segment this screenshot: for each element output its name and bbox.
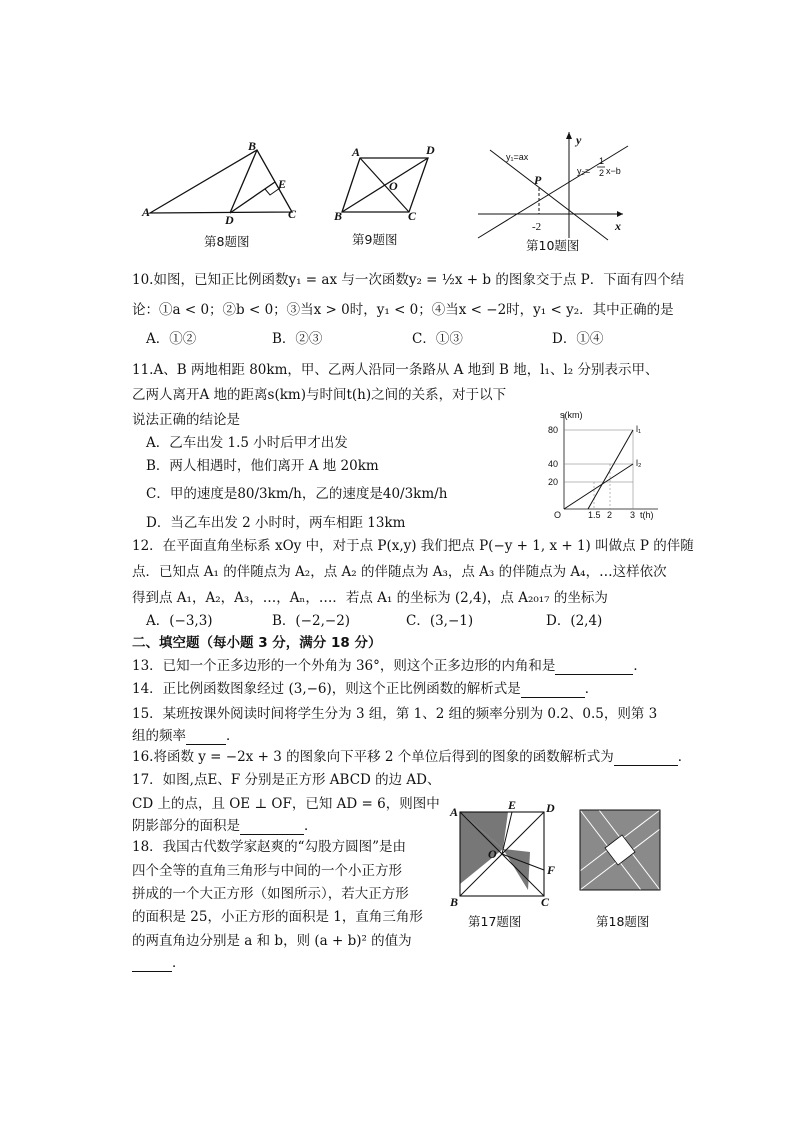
q10-option-d: D．①④ bbox=[552, 331, 604, 347]
q16-answer-blank[interactable] bbox=[614, 751, 678, 766]
section-2-heading: 二、填空题（每小题 3 分，满分 18 分） bbox=[132, 635, 382, 651]
figure-18 bbox=[578, 808, 662, 896]
fig11-tick-80: 80 bbox=[548, 425, 559, 435]
q12-line3: 得到点 A₁，A₂，A₃，…，Aₙ，…．若点 A₁ 的坐标为 (2,4)，点 A₂₀₁₇ 的坐标为 bbox=[132, 590, 608, 606]
q18-line2: 四个全等的直角三角形与中间的一个小正方形 bbox=[132, 863, 402, 879]
q18-line3: 拼成的一个大正方形（如图所示），若大正方形 bbox=[132, 886, 409, 902]
q15-period: ． bbox=[226, 728, 240, 744]
fig11-l1: l₁ bbox=[636, 424, 642, 434]
fig17-label-d: D bbox=[546, 801, 555, 815]
q18-period: ． bbox=[172, 955, 186, 971]
figure-10 bbox=[478, 130, 628, 249]
fig10-label-x: x bbox=[615, 219, 621, 233]
figure-8 bbox=[140, 139, 310, 227]
q18-line4: 的面积是 25，小正方形的面积是 1，直角三角形 bbox=[132, 909, 423, 925]
q13-text: 13．已知一个正多边形的一个外角为 36°，则这个正多边形的内角和是 bbox=[132, 658, 556, 674]
fig9-label-b: B bbox=[334, 209, 343, 223]
q17-line2: CD 上的点，且 OE ⊥ OF，已知 AD = 6，则图中 bbox=[132, 796, 440, 812]
q12-option-a: A．(−3,3) bbox=[146, 613, 213, 629]
fig17-label-c: C bbox=[541, 895, 550, 909]
q13-period: ． bbox=[633, 658, 647, 674]
fig17-label-e: E bbox=[508, 798, 517, 812]
fig10-label-neg2: -2 bbox=[532, 221, 542, 233]
q13-answer-blank[interactable] bbox=[555, 660, 633, 675]
caption-fig10: 第10题图 bbox=[526, 238, 580, 253]
fig11-tick-2: 2 bbox=[607, 510, 613, 520]
fig11-tick-1-5: 1.5 bbox=[588, 510, 601, 520]
q18-answer-blank[interactable] bbox=[132, 957, 172, 972]
fig17-label-a: A bbox=[450, 805, 459, 819]
q11-option-b: B．两人相遇时，他们离开 A 地 20km bbox=[146, 458, 379, 474]
q15-line1: 15．某班按课外阅读时间将学生分为 3 组，第 1、2 组的频率分别为 0.2、0.5，则第 3 bbox=[132, 706, 658, 722]
fig17-label-b: B bbox=[450, 895, 459, 909]
q10-line2: 论：①a < 0；②b < 0；③当x > 0时，y₁ < 0；④当x < −2时，y₁ < y₂．其中正确的是 bbox=[132, 302, 674, 318]
figure-9 bbox=[332, 142, 442, 226]
fig10-label-y: y bbox=[576, 133, 582, 147]
fig11-tick-20: 20 bbox=[548, 477, 559, 487]
q16-text: 16.将函数 y = −2x + 3 的图象向下平移 2 个单位后得到的图象的函数解析式为 bbox=[132, 749, 614, 765]
q16-period: ． bbox=[677, 749, 692, 765]
q12-option-c: C．(3,−1) bbox=[406, 613, 474, 629]
q11-option-c: C．甲的速度是80/3km/h，乙的速度是40/3km/h bbox=[146, 486, 448, 502]
fig8-label-b: B bbox=[248, 139, 257, 153]
caption-fig9: 第9题图 bbox=[352, 232, 398, 247]
q13 bbox=[132, 657, 647, 675]
fig8-label-e: E bbox=[278, 177, 287, 191]
fig11-tick-3: 3 bbox=[630, 510, 636, 520]
q17-period: ． bbox=[304, 818, 318, 834]
q18-line6 bbox=[132, 954, 186, 972]
q11-option-a: A．乙车出发 1.5 小时后甲才出发 bbox=[146, 435, 348, 451]
fig9-label-a: A bbox=[352, 145, 361, 159]
q15-line2 bbox=[132, 727, 240, 745]
q14-text: 14．正比例函数图象经过 (3,−6)，则这个正比例函数的解析式是 bbox=[132, 681, 521, 697]
fig10-y2-rest: x−b bbox=[606, 166, 621, 176]
q14-period: ． bbox=[584, 681, 599, 697]
fig11-ylabel: s(km) bbox=[560, 410, 583, 420]
q11-line2: 乙两人离开A 地的距离s(km)与时间t(h)之间的关系，对于以下 bbox=[132, 387, 507, 403]
fig10-label-p: P bbox=[534, 173, 542, 187]
fig11-l2: l₂ bbox=[636, 458, 642, 468]
q15-line2-text: 组的频率 bbox=[132, 728, 186, 744]
q17-line3 bbox=[132, 817, 318, 835]
q14-answer-blank[interactable] bbox=[521, 683, 585, 698]
q18-line5: 的两直角边分别是 a 和 b，则 (a + b)² 的值为 bbox=[132, 933, 412, 949]
q12-option-d: D．(2,4) bbox=[546, 613, 603, 629]
q10-line1: 10.如图，已知正比例函数y₁ = ax 与一次函数y₂ = ½x + b 的图象交于点 P．下面有四个结 bbox=[132, 272, 685, 288]
q17-answer-blank[interactable] bbox=[240, 820, 304, 835]
q12-line2: 点．已知点 A₁ 的伴随点为 A₂，点 A₂ 的伴随点为 A₃，点 A₃ 的伴随点为 A₄，…这样依次 bbox=[132, 564, 667, 580]
q16 bbox=[132, 748, 691, 766]
caption-fig18: 第18题图 bbox=[596, 914, 650, 929]
caption-fig8: 第8题图 bbox=[204, 234, 250, 249]
q18-line1: 18．我国古代数学家赵爽的“勾股方圆图”是由 bbox=[132, 839, 406, 855]
figure-17 bbox=[448, 800, 558, 914]
fig10-y1-label: y₁=ax bbox=[506, 152, 529, 162]
q15-answer-blank[interactable] bbox=[186, 730, 226, 745]
caption-fig17: 第17题图 bbox=[468, 914, 522, 929]
fig17-label-f: F bbox=[547, 863, 556, 877]
fig9-label-o: O bbox=[389, 179, 398, 193]
q11-line3: 说法正确的结论是 bbox=[132, 412, 240, 428]
fig10-y2-num: 1 bbox=[599, 156, 605, 166]
fig9-label-c: C bbox=[408, 209, 417, 223]
fig8-label-a: A bbox=[142, 205, 151, 219]
q14 bbox=[132, 680, 598, 698]
q17-line1: 17．如图,点E、F 分别是正方形 ABCD 的边 AD、 bbox=[132, 772, 441, 788]
fig10-y2-den: 2 bbox=[599, 168, 605, 178]
q10-option-c: C．①③ bbox=[412, 331, 463, 347]
q11-option-d: D．当乙车出发 2 小时时，两车相距 13km bbox=[146, 515, 406, 531]
fig9-label-d: D bbox=[426, 143, 435, 157]
fig11-tick-40: 40 bbox=[548, 459, 559, 469]
fig11-origin: O bbox=[554, 510, 562, 520]
fig17-label-o: O bbox=[488, 847, 497, 861]
q10-option-b: B．②③ bbox=[272, 331, 323, 347]
fig8-label-c: C bbox=[288, 207, 297, 221]
fig11-xlabel: t(h) bbox=[640, 510, 654, 520]
fig8-label-d: D bbox=[225, 213, 234, 227]
q17-line3-text: 阴影部分的面积是 bbox=[132, 818, 240, 834]
q11-line1: 11.A、B 两地相距 80km，甲、乙两人沿同一条路从 A 地到 B 地，l₁、l₂ 分别表示甲、 bbox=[132, 362, 659, 378]
q12-option-b: B．(−2,−2) bbox=[272, 613, 351, 629]
figure-11 bbox=[546, 410, 666, 524]
q12-line1: 12．在平面直角坐标系 xOy 中，对于点 P(x,y) 我们把点 P(−y + 1, x + 1) 叫做点 P 的伴随 bbox=[132, 538, 694, 554]
fig10-y2-label: y₂= bbox=[577, 166, 591, 176]
q10-option-a: A．①② bbox=[146, 331, 197, 347]
